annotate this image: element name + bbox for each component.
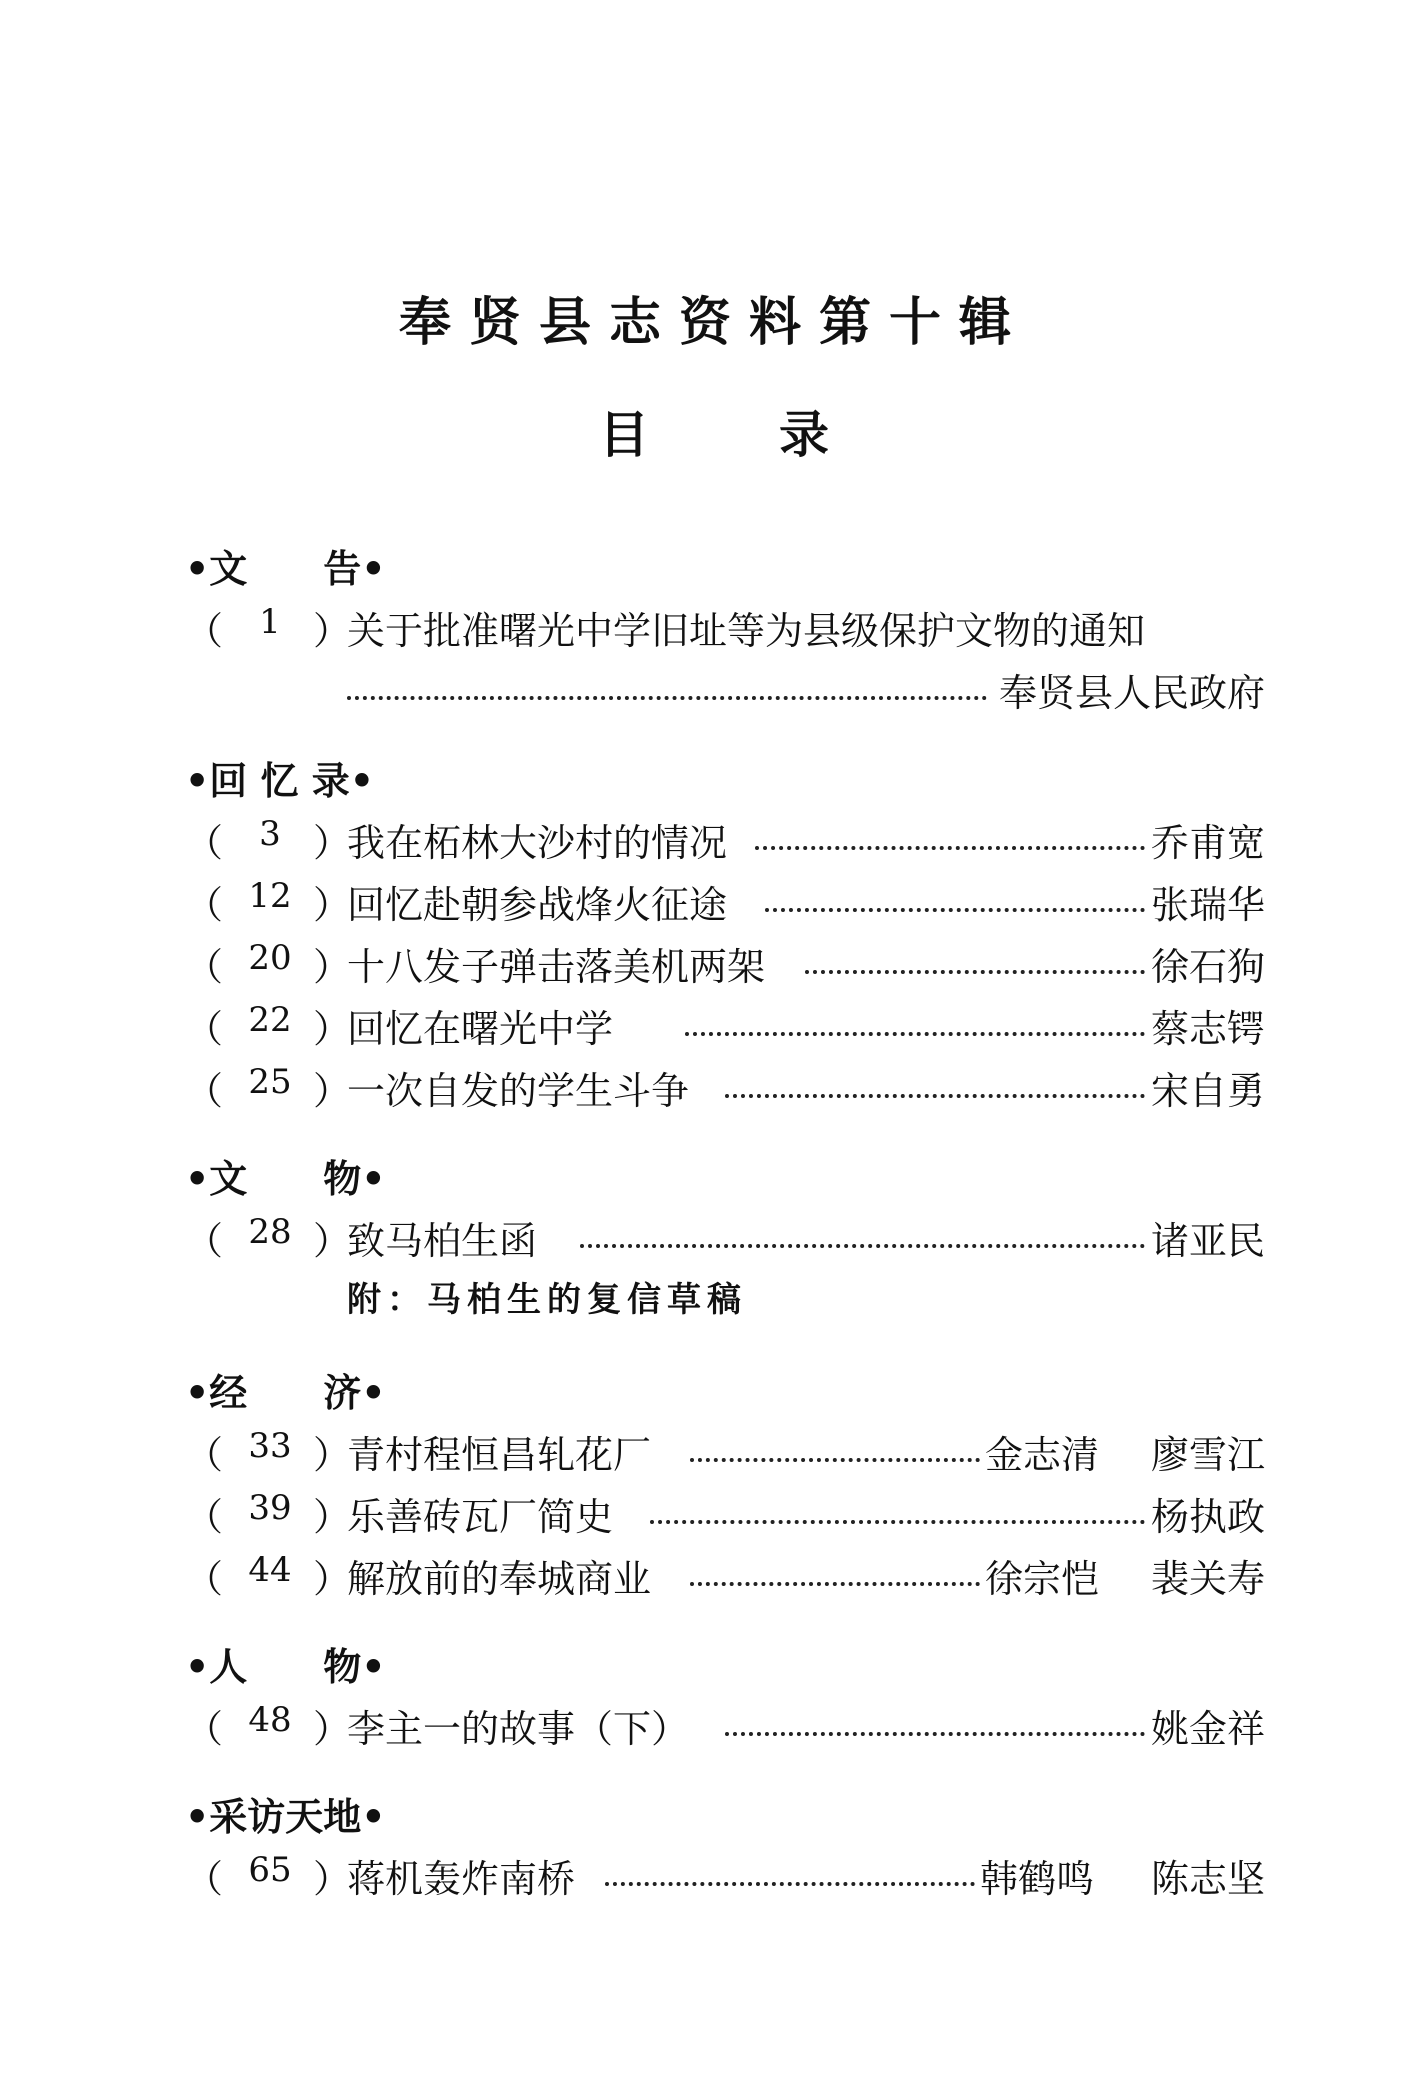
toc-entry: （ 65 ） 蒋机轰炸南桥 韩鹤鸣 陈志坚 xyxy=(185,1848,1265,1898)
page-number: 39 xyxy=(248,1488,292,1528)
section-heading-interviews: •采访天地• xyxy=(185,1795,386,1839)
leader-dots xyxy=(690,1542,980,1586)
entry-title: 关于批准曙光中学旧址等为县级保护文物的通知 xyxy=(347,609,1146,653)
toc-entry: （ 39 ） 乐善砖瓦厂简史 杨执政 xyxy=(185,1486,1265,1536)
toc-entry: （ 12 ） 回忆赴朝参战烽火征途 张瑞华 xyxy=(185,874,1265,924)
toc-entry: （ 28 ） 致马柏生函 诸亚民 xyxy=(185,1210,1265,1260)
leader-dots xyxy=(805,930,1145,974)
page-number: 48 xyxy=(248,1700,292,1740)
entry-title: 解放前的奉城商业 xyxy=(347,1557,652,1601)
entry-title: 我在柘林大沙村的情况 xyxy=(347,821,728,865)
entry-author: 廖雪江 xyxy=(1150,1433,1265,1477)
entry-author: 裴关寿 xyxy=(1150,1557,1265,1601)
entry-author: 徐石狗 xyxy=(1150,945,1265,989)
toc-entry: （ 25 ） 一次自发的学生斗争 宋自勇 xyxy=(185,1060,1265,1110)
leader-dots xyxy=(765,868,1145,912)
entry-author: 乔甫宽 xyxy=(1150,821,1265,865)
leader-dots xyxy=(650,1480,1145,1524)
page-number: 20 xyxy=(248,938,292,978)
appendix-note: 附：马柏生的复信草稿 xyxy=(347,1280,747,1320)
entry-author: 蔡志锷 xyxy=(1150,1007,1265,1051)
entry-author: 姚金祥 xyxy=(1150,1707,1265,1751)
entry-coauthor: 金志清 xyxy=(985,1433,1100,1477)
section-heading-memoirs: •回 忆 录• xyxy=(185,759,375,803)
entry-title: 十八发子弹击落美机两架 xyxy=(347,945,766,989)
toc-entry: （ 44 ） 解放前的奉城商业 徐宗恺 裴关寿 xyxy=(185,1548,1265,1598)
toc-entry: （ 1 ） 关于批准曙光中学旧址等为县级保护文物的通知 xyxy=(185,602,1146,653)
entry-coauthor: 徐宗恺 xyxy=(985,1557,1100,1601)
page-number: 1 xyxy=(259,602,281,642)
page-number: 22 xyxy=(248,1000,292,1040)
contents-heading: 目录 xyxy=(599,406,959,464)
leader-dots xyxy=(580,1204,1145,1248)
page-title: 奉贤县志资料第十辑 xyxy=(398,293,1029,353)
section-heading-artifacts: •文 物• xyxy=(185,1157,386,1201)
entry-author: 宋自勇 xyxy=(1150,1069,1265,1113)
entry-title: 致马柏生函 xyxy=(347,1219,538,1263)
page-number: 3 xyxy=(259,814,281,854)
toc-entry: （ 48 ） 李主一的故事（下） 姚金祥 xyxy=(185,1698,1265,1748)
toc-entry: （ 22 ） 回忆在曙光中学 蔡志锷 xyxy=(185,998,1265,1048)
page-number: 12 xyxy=(248,876,292,916)
entry-author: 张瑞华 xyxy=(1150,883,1265,927)
entry-coauthor: 韩鹤鸣 xyxy=(980,1857,1095,1901)
entry-title: 回忆赴朝参战烽火征途 xyxy=(347,883,728,927)
entry-title: 一次自发的学生斗争 xyxy=(347,1069,690,1113)
toc-entry: （ 33 ） 青村程恒昌轧花厂 金志清 廖雪江 xyxy=(185,1424,1265,1474)
leader-dots xyxy=(690,1418,980,1462)
leader-dots xyxy=(755,806,1145,850)
entry-title: 李主一的故事（下） xyxy=(347,1707,690,1751)
section-heading-economy: •经 济• xyxy=(185,1371,386,1415)
section-heading-people: •人 物• xyxy=(185,1645,386,1689)
page-number: 25 xyxy=(248,1062,292,1102)
section-heading-announcements: •文 告• xyxy=(185,547,386,591)
entry-author: 奉贤县人民政府 xyxy=(998,671,1265,715)
leader-dots xyxy=(685,992,1145,1036)
entry-title: 回忆在曙光中学 xyxy=(347,1007,614,1051)
entry-title: 青村程恒昌轧花厂 xyxy=(347,1433,652,1477)
page-number: 33 xyxy=(248,1426,292,1466)
leader-dots xyxy=(605,1842,975,1886)
toc-entry: （ 3 ） 我在柘林大沙村的情况 乔甫宽 xyxy=(185,812,1265,862)
leader-dots xyxy=(725,1692,1145,1736)
leader-dots xyxy=(725,1054,1145,1098)
page-number: 28 xyxy=(248,1212,292,1252)
entry-author: 陈志坚 xyxy=(1150,1857,1265,1901)
entry-author: 杨执政 xyxy=(1150,1495,1265,1539)
entry-author: 诸亚民 xyxy=(1150,1219,1265,1263)
leader-dots xyxy=(347,656,987,700)
entry-title: 乐善砖瓦厂简史 xyxy=(347,1495,614,1539)
page-number: 44 xyxy=(248,1550,292,1590)
page-number: 65 xyxy=(248,1850,292,1890)
toc-entry-continuation xyxy=(185,662,1265,715)
toc-entry: （ 20 ） 十八发子弹击落美机两架 徐石狗 xyxy=(185,936,1265,986)
entry-title: 蒋机轰炸南桥 xyxy=(347,1857,576,1901)
